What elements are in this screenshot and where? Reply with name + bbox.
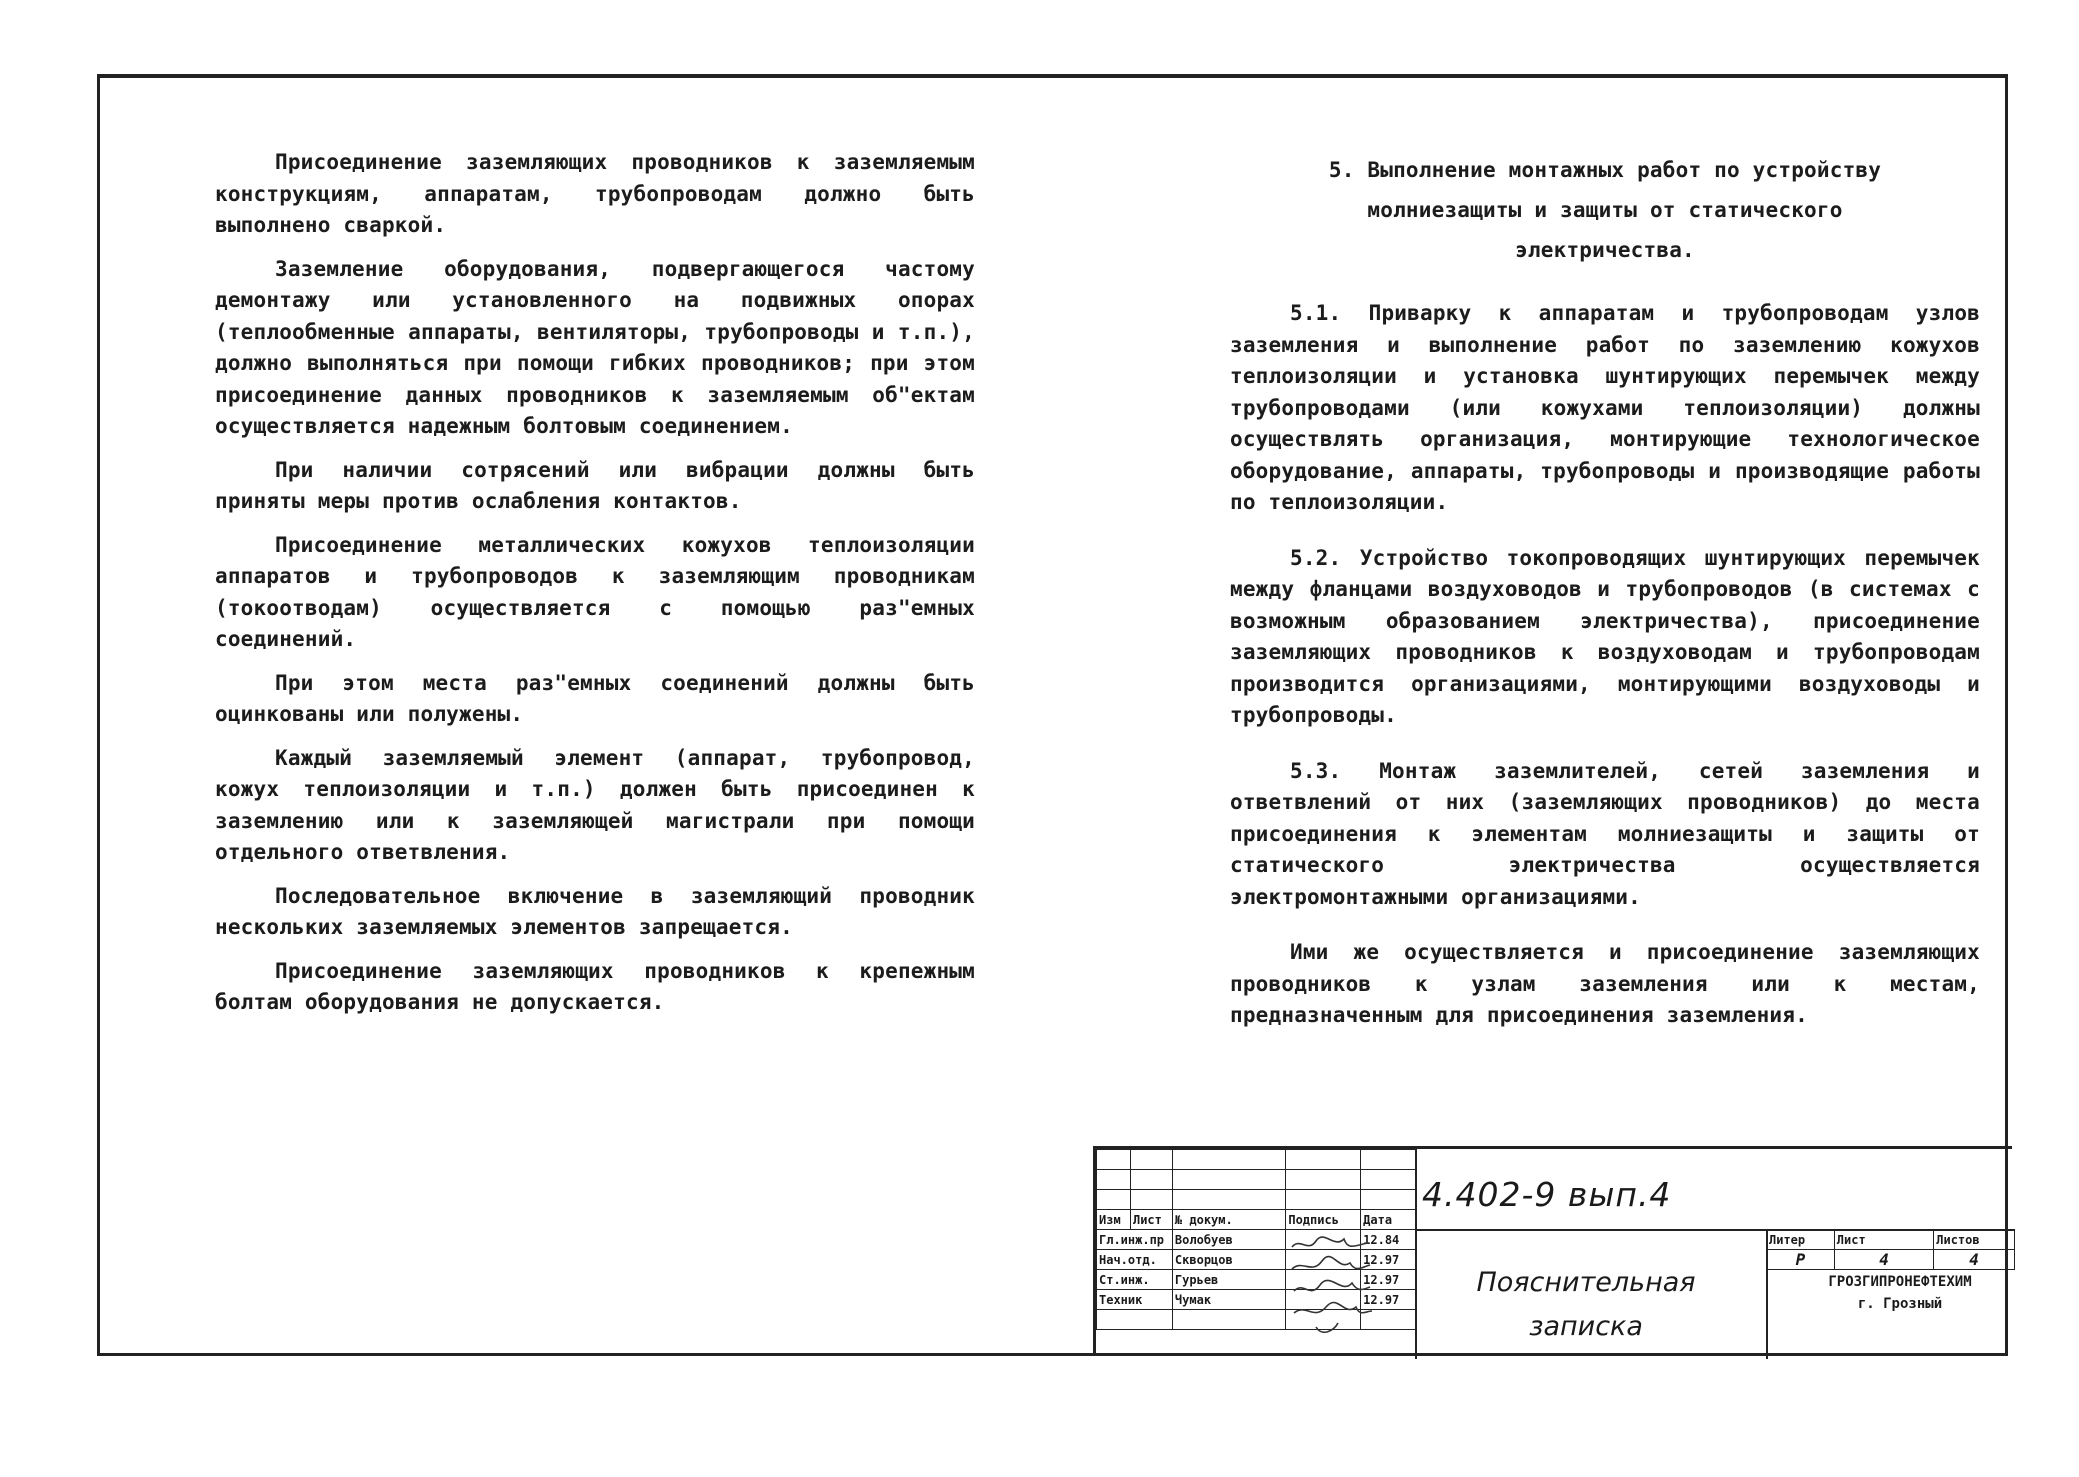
paragraph: 5.3. Монтаж заземлителей, сетей заземления и ответвлений от них (заземляющих проводников) до места присоединения к элементам молниезащиты и защиты от статического электричества осуществляется электромонтажными организациями. [1230, 758, 1980, 909]
date-cell: 12.97 [1361, 1250, 1417, 1270]
header-cell: Дата [1361, 1210, 1417, 1230]
header-cell: Подпись [1286, 1210, 1361, 1230]
document-code: 4.402-9 вып.4 [1422, 1175, 1672, 1214]
header-cell: Лист [1130, 1210, 1172, 1230]
name-cell: Гурьев [1172, 1270, 1285, 1290]
sheet-info-table [1766, 1229, 2015, 1270]
paragraph: Последовательное включение в заземляющий проводник нескольких заземляемых элементов запрещается. [215, 883, 975, 939]
paragraph: Заземление оборудования, подвергающегося частому демонтажу или установленного на подвижных опорах (теплообменные аппараты, вентиляторы, трубопроводы и т.п.), должно выполняться при помощи гибких проводников; при этом присоединение данных проводников к заземляемым об"ектам осуществляется надежным болтовым соединением. [215, 256, 975, 438]
organization-city: г. Грозный [1857, 1296, 1943, 1312]
handwritten-signatures [1286, 1231, 1376, 1356]
role-cell: Нач.отд. [1097, 1250, 1173, 1270]
paragraph: Присоединение заземляющих проводников к крепежным болтам оборудования не допускается. [215, 958, 975, 1014]
paragraph: 5.1. Приварку к аппаратам и трубопроводам узлов заземления и выполнение работ по заземлению кожухов теплоизоляции и установка шунтирующих перемычек между трубопроводами (или кожухами теплоизоляции) должны осуществлять организация, монтирующие технологическое оборудование, аппараты, трубопроводы и производящие работы по теплоизоляции. [1230, 301, 1980, 514]
sheet-value: 4 [1834, 1250, 1933, 1270]
title-line: записка [1529, 1311, 1643, 1342]
date-cell: 12.97 [1361, 1290, 1417, 1310]
paragraph: При этом места раз"емных соединений должны быть оцинкованы или полужены. [215, 670, 975, 726]
role-cell: Ст.инж. [1097, 1270, 1173, 1290]
section-heading: 5. Выполнение монтажных работ по устройству молниезащиты и защиты от статического электричества. [1328, 158, 1882, 262]
name-cell: Чумак [1172, 1290, 1285, 1310]
paragraph: Каждый заземляемый элемент (аппарат, трубопровод, кожух теплоизоляции и т.п.) должен быть присоединен к заземлению или к заземляющей магистрали при помощи отдельного ответвления. [215, 745, 975, 864]
left-text-column [215, 147, 975, 1031]
document-title [1451, 1261, 1721, 1349]
header-cell: Изм [1097, 1210, 1131, 1230]
name-cell: Волобуев [1172, 1230, 1285, 1250]
sheets-header: Листов [1934, 1230, 2015, 1250]
paragraph: Присоединение заземляющих проводников к заземляемым конструкциям, аппаратам, трубопроводам должно быть выполнено сваркой. [215, 150, 975, 237]
header-cell: № докум. [1172, 1210, 1285, 1230]
role-cell: Техник [1097, 1290, 1173, 1310]
date-cell: 12.84 [1361, 1230, 1417, 1250]
sheets-value: 4 [1934, 1250, 2015, 1270]
paragraph: При наличии сотрясений или вибрации должны быть приняты меры против ослабления контактов. [215, 457, 975, 513]
sheet-header: Лист [1834, 1230, 1933, 1250]
right-text-column [1230, 150, 1980, 1056]
organization-name: ГРОЗГИПРОНЕФТЕХИМ [1828, 1274, 1972, 1290]
title-line: Пояснительная [1476, 1267, 1696, 1298]
stage-header: Литер [1767, 1230, 1835, 1250]
revision-header-row [1097, 1210, 1417, 1230]
paragraph: Ими же осуществляется и присоединение заземляющих проводников к узлам заземления или к местам, предназначенным для присоединения заземления. [1230, 940, 1980, 1027]
stage-value: Р [1767, 1250, 1835, 1270]
title-block [1093, 1146, 2012, 1356]
organization-stamp [1784, 1271, 2016, 1315]
role-cell: Гл.инж.пр [1097, 1230, 1173, 1250]
name-cell: Скворцов [1172, 1250, 1285, 1270]
paragraph: Присоединение металлических кожухов теплоизоляции аппаратов и трубопроводов к заземляющим проводникам (токоотводам) осуществляется с помощью раз"емных соединений. [215, 532, 975, 651]
paragraph: 5.2. Устройство токопроводящих шунтирующих перемычек между фланцами воздуховодов и трубопроводов (в системах с возможным образованием электричества), присоединение заземляющих проводников к воздуховодам и трубопроводам производится организациями, монтирующими воздуховоды и трубопроводы. [1230, 545, 1980, 727]
date-cell: 12.97 [1361, 1270, 1417, 1290]
